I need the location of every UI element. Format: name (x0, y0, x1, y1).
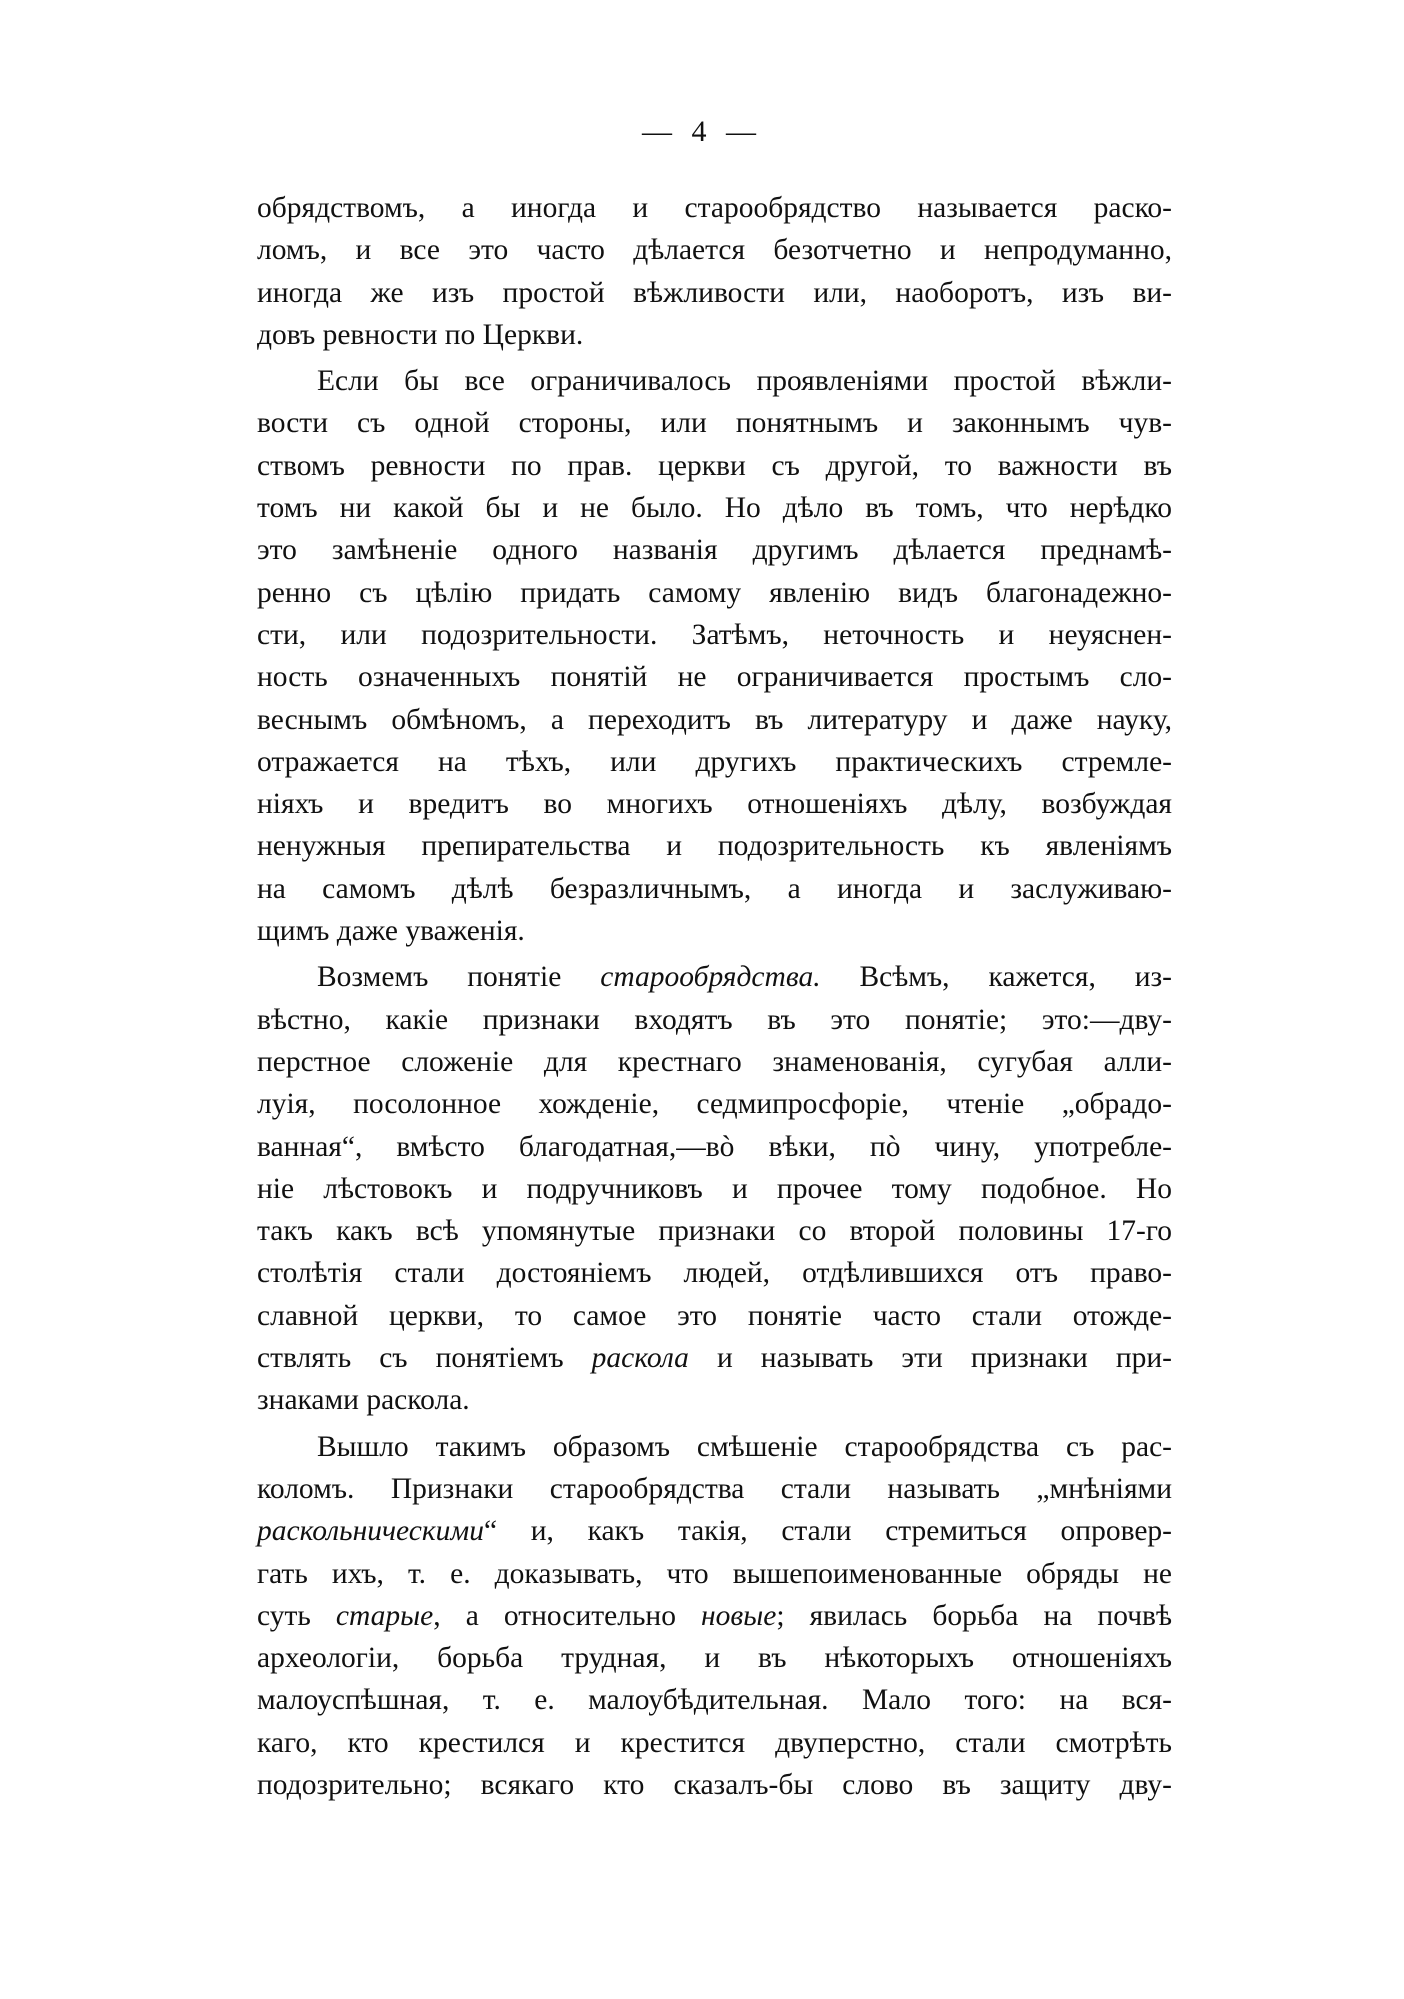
text-line: ствомъ ревности по прав. церкви съ другой, то важности въ (257, 449, 1172, 482)
paragraph-3 (257, 956, 1172, 1421)
text-line: ніе лѣстовокъ и подручниковъ и прочее тому подобное. Но (257, 1172, 1172, 1205)
text-line: коломъ. Признаки старообрядства стали называть „мнѣніями (257, 1472, 1172, 1505)
text-line: славной церкви, то самое это понятіе часто стали отожде- (257, 1299, 1172, 1332)
italic-term: старые (335, 1599, 434, 1632)
text-line: каго, кто крестился и крестится двуперстно, стали смотрѣть (257, 1726, 1172, 1759)
text-line: столѣтія стали достояніемъ людей, отдѣлившихся отъ право- (257, 1257, 1172, 1290)
text-line: ненужныя препирательства и подозрительность къ явленіямъ (257, 830, 1172, 863)
text-line: щимъ даже уваженія. (257, 915, 525, 948)
text-line: вости съ одной стороны, или понятнымъ и законнымъ чув- (257, 407, 1172, 440)
text-line: на самомъ дѣлѣ безразличнымъ, а иногда и заслуживаю- (257, 872, 1172, 905)
text-segment: ; явилась борьба на почвѣ (776, 1599, 1172, 1632)
text-line (257, 1337, 1172, 1379)
text-segment: и называть эти признаки при- (688, 1342, 1172, 1375)
text-line: ность означенныхъ понятій не ограничивается простымъ сло- (257, 661, 1172, 694)
text-line: Если бы все ограничивалось проявленіями простой вѣжли- (317, 365, 1172, 398)
italic-term: старообрядства. (600, 961, 821, 994)
text-segment: суть (257, 1599, 336, 1632)
text-line (257, 1595, 1172, 1637)
text-line (257, 956, 1172, 998)
text-line: ванная“, вмѣсто благодатная,—вò вѣки, пò чину, употребле- (257, 1130, 1172, 1163)
text-line: ренно съ цѣлію придать самому явленію видъ благонадежно- (257, 576, 1172, 609)
text-line: Вышло такимъ образомъ смѣшеніе старообрядства съ рас- (317, 1430, 1172, 1463)
paragraph-1 (257, 187, 1172, 356)
text-line: перстное сложеніе для крестнаго знаменованія, сугубая алли- (257, 1045, 1172, 1078)
text-line: иногда же изъ простой вѣжливости или, наоборотъ, изъ ви- (257, 276, 1172, 309)
text-line: это замѣненіе одного названія другимъ дѣлается преднамѣ- (257, 534, 1172, 567)
italic-term: новые (701, 1599, 777, 1632)
text-line: довъ ревности по Церкви. (257, 318, 584, 351)
text-line (257, 1510, 1172, 1552)
text-segment: Всѣмъ, кажется, из- (820, 961, 1172, 994)
body-text (257, 187, 1172, 1806)
text-segment: “ и, какъ такія, стали стремиться опровер- (483, 1515, 1172, 1548)
text-segment: , а относительно (433, 1599, 702, 1632)
text-line: луія, посолонное хожденіе, седмипросфоріе, чтеніе „обрадо- (257, 1088, 1172, 1121)
text-line: знаками раскола. (257, 1384, 470, 1417)
text-line: малоуспѣшная, т. е. малоубѣдительная. Мало того: на вся- (257, 1684, 1172, 1717)
italic-term: раскола (591, 1342, 689, 1375)
text-line: такъ какъ всѣ упомянутые признаки со второй половины 17-го (257, 1215, 1172, 1248)
text-line: сти, или подозрительности. Затѣмъ, неточность и неуяснен- (257, 618, 1172, 651)
text-line: обрядствомъ, а иногда и старообрядство называется раско- (257, 192, 1172, 224)
text-line: археологіи, борьба трудная, и въ нѣкоторыхъ отношеніяхъ (257, 1642, 1172, 1675)
paragraph-2 (257, 360, 1172, 952)
text-line: ніяхъ и вредитъ во многихъ отношеніяхъ дѣлу, возбуждая (257, 788, 1172, 821)
italic-term: раскольническими (257, 1515, 484, 1548)
page-number: — 4 — (642, 115, 762, 148)
text-line: веснымъ обмѣномъ, а переходитъ въ литературу и даже науку, (257, 703, 1172, 736)
text-line: ломъ, и все это часто дѣлается безотчетно и непродуманно, (257, 234, 1172, 267)
text-line: подозрительно; всякаго кто сказалъ-бы слово въ защиту дву- (257, 1768, 1172, 1801)
paragraph-4 (257, 1426, 1172, 1807)
text-segment: Возмемъ понятіе (317, 961, 601, 994)
text-line: отражается на тѣхъ, или другихъ практическихъ стремле- (257, 745, 1172, 778)
text-line: вѣстно, какіе признаки входятъ въ это понятіе; это:—дву- (257, 1003, 1172, 1036)
text-line: томъ ни какой бы и не было. Но дѣло въ томъ, что нерѣдко (257, 492, 1172, 525)
text-line: гать ихъ, т. е. доказывать, что вышепоименованные обряды не (257, 1557, 1172, 1590)
text-segment: ствлять съ понятіемъ (257, 1342, 592, 1375)
